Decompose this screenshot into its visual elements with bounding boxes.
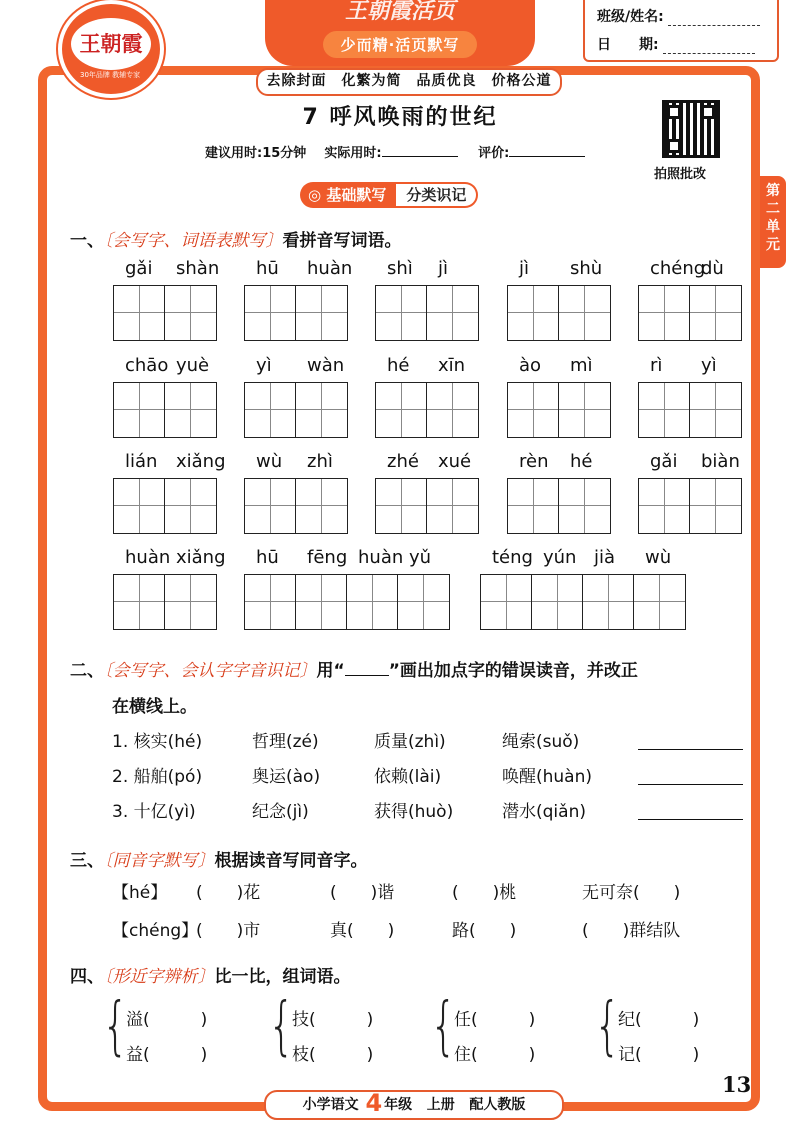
date-row bbox=[597, 34, 755, 54]
class-name-row bbox=[597, 6, 760, 26]
pinyin-syllable: jì bbox=[519, 258, 530, 279]
writing-grid bbox=[244, 478, 348, 534]
question-4-heading bbox=[70, 962, 351, 987]
footer-edition: 配人教版 bbox=[469, 1097, 526, 1113]
actual-time-label: 实际用时: bbox=[324, 146, 382, 161]
section-tab-primary: ◎ 基础默写 bbox=[300, 182, 396, 208]
q4-prompt: 比一比，组词语。 bbox=[214, 967, 351, 987]
similar-char-item[interactable]: 枝( ) bbox=[292, 1045, 374, 1065]
writing-cell[interactable] bbox=[296, 383, 347, 437]
pinyin-syllable: téng bbox=[492, 547, 533, 568]
class-name-label: 班级/姓名: bbox=[597, 9, 664, 25]
pinyin-syllable: hé bbox=[570, 451, 593, 472]
page-number: 13 bbox=[722, 1072, 752, 1097]
pinyin-syllable: jì bbox=[438, 258, 449, 279]
writing-grid bbox=[113, 285, 217, 341]
footer-subject: 小学语文 bbox=[302, 1097, 359, 1113]
writing-grid bbox=[113, 478, 217, 534]
pinyin-syllable: xué bbox=[438, 451, 472, 472]
q2-prompt-line2: 在横线上。 bbox=[112, 697, 197, 717]
section-tab-secondary: 分类识记 bbox=[396, 182, 478, 208]
writing-grid bbox=[507, 382, 611, 438]
suggested-time: 建议用时:15分钟 bbox=[205, 146, 307, 161]
pinyin-word bbox=[507, 451, 611, 535]
pinyin-word bbox=[113, 355, 217, 439]
pinyin-syllable: wàn bbox=[307, 355, 345, 376]
homophone-blank[interactable]: 真( ) bbox=[330, 921, 395, 941]
pinyin-word bbox=[375, 451, 479, 535]
pinyin-word bbox=[244, 355, 348, 439]
section-tab-primary-label: 基础默写 bbox=[326, 186, 387, 204]
writing-cell[interactable] bbox=[427, 383, 478, 437]
header-band bbox=[265, 0, 535, 66]
footer-volume: 上册 bbox=[426, 1097, 455, 1113]
pinyin-syllable: yún bbox=[543, 547, 577, 568]
pronunciation-item: 纪念(jì) bbox=[252, 802, 309, 822]
pinyin-word bbox=[244, 547, 450, 631]
similar-char-item[interactable]: 溢( ) bbox=[126, 1010, 208, 1030]
pinyin-syllable: chéng bbox=[650, 258, 706, 279]
writing-cell[interactable] bbox=[559, 383, 610, 437]
pinyin-syllable: dù bbox=[701, 258, 724, 279]
q1-tag: 〔会写字、词语表默写〕 bbox=[104, 231, 283, 251]
pinyin-syllable: biàn bbox=[701, 451, 740, 472]
pinyin-syllable: lián bbox=[125, 451, 158, 472]
pinyin-syllable: rèn bbox=[519, 451, 549, 472]
pinyin-syllable: chāo bbox=[125, 355, 169, 376]
qr-caption: 拍照批改 bbox=[654, 167, 707, 182]
pinyin-syllable: gǎi bbox=[125, 258, 153, 279]
writing-cell[interactable] bbox=[114, 286, 165, 340]
similar-char-item[interactable]: 任( ) bbox=[454, 1010, 536, 1030]
qr-corner bbox=[667, 139, 681, 153]
pinyin-syllable: yì bbox=[256, 355, 272, 376]
q4-tag: 〔形近字辨析〕 bbox=[104, 967, 215, 987]
writing-cell[interactable] bbox=[639, 383, 690, 437]
brace-icon: { bbox=[268, 988, 295, 1062]
writing-cell[interactable] bbox=[245, 575, 296, 629]
pinyin-syllable: huàn bbox=[307, 258, 353, 279]
writing-cell[interactable] bbox=[165, 575, 216, 629]
underline-sample bbox=[345, 675, 389, 676]
pinyin-word bbox=[638, 355, 742, 439]
pinyin-syllable: ào bbox=[519, 355, 542, 376]
pinyin-syllable: shù bbox=[570, 258, 603, 279]
writing-cell[interactable] bbox=[296, 479, 347, 533]
writing-cell[interactable] bbox=[559, 479, 610, 533]
writing-cell[interactable] bbox=[114, 479, 165, 533]
pinyin-word bbox=[113, 258, 220, 342]
writing-cell[interactable] bbox=[114, 383, 165, 437]
homophone-blank[interactable]: ( )市 bbox=[196, 921, 261, 941]
pinyin-syllable: zhì bbox=[307, 451, 333, 472]
pronunciation-item: 1. 核实(hé) bbox=[112, 732, 203, 752]
q1-prompt: 看拼音写词语。 bbox=[282, 231, 402, 251]
writing-cell[interactable] bbox=[398, 575, 449, 629]
pinyin-syllable: mì bbox=[570, 355, 593, 376]
similar-char-item[interactable]: 记( ) bbox=[618, 1045, 700, 1065]
question-2-heading bbox=[70, 656, 638, 681]
writing-cell[interactable] bbox=[347, 575, 398, 629]
writing-grid bbox=[244, 574, 450, 630]
similar-char-item[interactable]: 技( ) bbox=[292, 1010, 374, 1030]
writing-grid bbox=[113, 574, 217, 630]
pronunciation-item: 哲理(zé) bbox=[252, 732, 319, 752]
brace-icon: { bbox=[594, 988, 621, 1062]
writing-cell[interactable] bbox=[376, 383, 427, 437]
class-name-field[interactable] bbox=[668, 11, 760, 26]
writing-cell[interactable] bbox=[508, 383, 559, 437]
page-title: 7 呼风唤雨的世纪 bbox=[302, 105, 498, 130]
writing-grid bbox=[638, 478, 742, 534]
writing-cell[interactable] bbox=[639, 286, 690, 340]
writing-cell[interactable] bbox=[508, 479, 559, 533]
pinyin-word bbox=[244, 258, 353, 342]
writing-cell[interactable] bbox=[296, 286, 347, 340]
qr-code-icon[interactable] bbox=[662, 100, 720, 158]
writing-cell[interactable] bbox=[690, 383, 741, 437]
writing-cell[interactable] bbox=[245, 286, 296, 340]
pinyin-word bbox=[113, 451, 226, 535]
q3-prompt: 根据读音写同音字。 bbox=[214, 851, 368, 871]
header-title: 王朝霞活页 bbox=[344, 0, 455, 24]
pinyin-word bbox=[375, 258, 479, 342]
similar-char-item[interactable]: 益( ) bbox=[126, 1045, 208, 1065]
q4-number: 四、 bbox=[70, 967, 104, 987]
pronunciation-item: 绳索(suǒ) bbox=[502, 732, 580, 752]
pinyin-syllable: wù bbox=[645, 547, 672, 568]
writing-cell[interactable] bbox=[427, 479, 478, 533]
student-info-box bbox=[583, 0, 779, 62]
pronunciation-item: 依赖(lài) bbox=[374, 767, 442, 787]
pinyin-syllable: yǔ bbox=[409, 547, 432, 568]
pinyin-syllable: hū bbox=[256, 547, 279, 568]
qr-corner bbox=[701, 105, 715, 119]
similar-char-item[interactable]: 纪( ) bbox=[618, 1010, 700, 1030]
footer-banner bbox=[264, 1090, 564, 1120]
pronunciation-item: 奥运(ào) bbox=[252, 767, 321, 787]
pinyin-syllable: gǎi bbox=[650, 451, 678, 472]
footer-grade-suffix: 年级 bbox=[384, 1097, 413, 1113]
writing-cell[interactable] bbox=[690, 286, 741, 340]
pinyin-syllable: zhé bbox=[387, 451, 419, 472]
writing-cell[interactable] bbox=[296, 575, 347, 629]
pronunciation-item: 2. 船舶(pó) bbox=[112, 767, 203, 787]
pinyin-word bbox=[113, 547, 226, 631]
pinyin-syllable: huàn bbox=[358, 547, 404, 568]
homophone-reading: 【chéng】 bbox=[112, 921, 199, 941]
homophone-blank[interactable]: ( )群结队 bbox=[582, 921, 681, 941]
writing-cell[interactable] bbox=[427, 286, 478, 340]
q3-number: 三、 bbox=[70, 851, 104, 871]
footer-grade-number: 4 bbox=[365, 1089, 383, 1117]
date-label: 日 期: bbox=[597, 37, 659, 53]
pronunciation-item: 潜水(qiǎn) bbox=[502, 802, 586, 822]
homophone-blank[interactable]: ( )谐 bbox=[330, 883, 395, 903]
pinyin-syllable: yuè bbox=[176, 355, 210, 376]
logo-text: 王朝霞 bbox=[71, 18, 151, 70]
pinyin-syllable: xīn bbox=[438, 355, 466, 376]
homophone-blank[interactable]: 路( ) bbox=[452, 921, 517, 941]
q2-number: 二、 bbox=[70, 661, 104, 681]
writing-cell[interactable] bbox=[165, 479, 216, 533]
pinyin-syllable: shàn bbox=[176, 258, 220, 279]
pinyin-syllable: hū bbox=[256, 258, 279, 279]
writing-grid bbox=[507, 478, 611, 534]
brand-logo bbox=[58, 0, 164, 98]
writing-grid bbox=[375, 478, 479, 534]
pinyin-word bbox=[244, 451, 348, 535]
question-3-heading bbox=[70, 846, 368, 871]
pinyin-syllable: rì bbox=[650, 355, 663, 376]
pinyin-syllable: shì bbox=[387, 258, 413, 279]
writing-cell[interactable] bbox=[532, 575, 583, 629]
writing-cell[interactable] bbox=[634, 575, 685, 629]
writing-grid bbox=[244, 285, 348, 341]
brace-icon: { bbox=[102, 988, 129, 1062]
writing-cell[interactable] bbox=[583, 575, 634, 629]
writing-cell[interactable] bbox=[245, 479, 296, 533]
section-tab bbox=[300, 182, 478, 208]
date-field[interactable] bbox=[663, 39, 755, 54]
brace-icon: { bbox=[430, 988, 457, 1062]
answer-line[interactable] bbox=[638, 784, 743, 785]
writing-cell[interactable] bbox=[165, 286, 216, 340]
rating-label: 评价: bbox=[478, 146, 510, 161]
writing-grid bbox=[375, 382, 479, 438]
pinyin-syllable: hé bbox=[387, 355, 410, 376]
writing-grid bbox=[507, 285, 611, 341]
pinyin-word bbox=[638, 258, 742, 342]
actual-time-field[interactable] bbox=[382, 144, 458, 157]
q1-number: 一、 bbox=[70, 231, 104, 251]
writing-cell[interactable] bbox=[165, 383, 216, 437]
pronunciation-item: 唤醒(huàn) bbox=[502, 767, 593, 787]
pronunciation-item: 3. 十亿(yì) bbox=[112, 802, 196, 822]
pinyin-word bbox=[480, 547, 686, 631]
pinyin-syllable: yì bbox=[701, 355, 717, 376]
answer-line[interactable] bbox=[638, 819, 743, 820]
writing-cell[interactable] bbox=[114, 575, 165, 629]
homophone-blank[interactable]: 无可奈( ) bbox=[582, 883, 681, 903]
writing-grid bbox=[638, 382, 742, 438]
writing-grid bbox=[113, 382, 217, 438]
writing-grid bbox=[480, 574, 686, 630]
pinyin-syllable: xiǎng bbox=[176, 451, 226, 472]
writing-cell[interactable] bbox=[639, 479, 690, 533]
logo-tagline: 30年品牌 教辅专家 bbox=[80, 71, 141, 79]
q2-tag: 〔会写字、会认字字音识记〕 bbox=[104, 661, 317, 681]
question-1-heading bbox=[70, 226, 402, 251]
motto-banner: 去除封面 化繁为简 品质优良 价格公道 bbox=[256, 68, 562, 96]
qr-corner bbox=[667, 105, 681, 119]
similar-char-item[interactable]: 住( ) bbox=[454, 1045, 536, 1065]
pinyin-syllable: fēng bbox=[307, 547, 348, 568]
pinyin-syllable: huàn bbox=[125, 547, 171, 568]
writing-cell[interactable] bbox=[559, 286, 610, 340]
rating-field[interactable] bbox=[509, 144, 585, 157]
homophone-reading: 【hé】 bbox=[112, 883, 168, 903]
q3-tag: 〔同音字默写〕 bbox=[104, 851, 215, 871]
writing-grid bbox=[244, 382, 348, 438]
writing-cell[interactable] bbox=[508, 286, 559, 340]
pinyin-word bbox=[507, 258, 611, 342]
pinyin-word bbox=[375, 355, 479, 439]
pronunciation-item: 获得(huò) bbox=[374, 802, 454, 822]
writing-cell[interactable] bbox=[481, 575, 532, 629]
unit-side-tab: 第二单元 bbox=[760, 176, 786, 268]
writing-cell[interactable] bbox=[690, 479, 741, 533]
q2-prompt-b: ”画出加点字的错误读音，并改正 bbox=[388, 661, 638, 681]
pronunciation-item: 质量(zhì) bbox=[374, 732, 446, 752]
writing-cell[interactable] bbox=[376, 286, 427, 340]
writing-grid bbox=[638, 285, 742, 341]
pinyin-syllable: wù bbox=[256, 451, 283, 472]
header-slogan: 少而精·活页默写 bbox=[323, 31, 478, 58]
writing-cell[interactable] bbox=[376, 479, 427, 533]
homophone-blank[interactable]: ( )花 bbox=[196, 883, 261, 903]
homophone-blank[interactable]: ( )桃 bbox=[452, 883, 517, 903]
answer-line[interactable] bbox=[638, 749, 743, 750]
pinyin-syllable: xiǎng bbox=[176, 547, 226, 568]
writing-cell[interactable] bbox=[245, 383, 296, 437]
pinyin-word bbox=[638, 451, 742, 535]
pinyin-word bbox=[507, 355, 611, 439]
q2-prompt-a: 用“ bbox=[316, 661, 345, 681]
timing-row bbox=[205, 142, 601, 161]
writing-grid bbox=[375, 285, 479, 341]
pinyin-syllable: jià bbox=[594, 547, 616, 568]
